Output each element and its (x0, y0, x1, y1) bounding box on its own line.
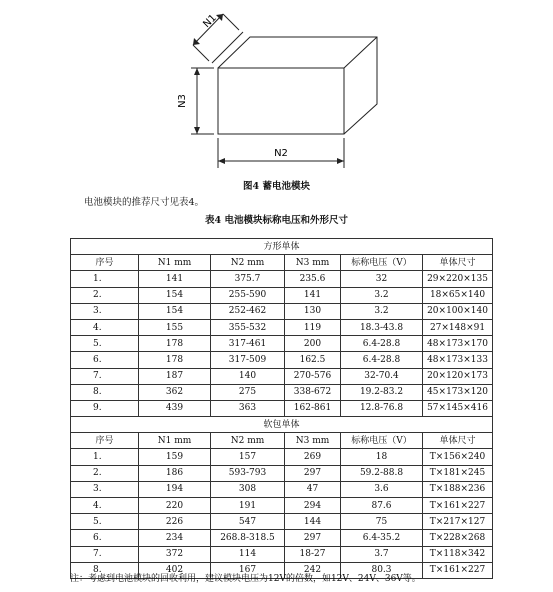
table-row (71, 287, 493, 303)
section-header-row (71, 239, 493, 255)
table-cell: 178 (139, 336, 211, 352)
table-cell: 317-509 (211, 352, 285, 368)
table-cell: 269 (285, 449, 341, 465)
table-cell: 372 (139, 546, 211, 562)
table-cell: 48×173×170 (423, 336, 493, 352)
footnote: 注：考虑到电池模块的回收利用，建议模块电压为12V的倍数，如12V、24V、36V等。 (70, 574, 421, 584)
column-header: N3 mm (285, 255, 341, 271)
table-cell: 308 (211, 481, 285, 497)
table-cell: 154 (139, 287, 211, 303)
column-header: 序号 (71, 255, 139, 271)
table-cell: 6.4-28.8 (341, 352, 423, 368)
table-cell: 187 (139, 368, 211, 384)
column-header-row (71, 255, 493, 271)
table-cell: 18×65×140 (423, 287, 493, 303)
table-cell: 47 (285, 481, 341, 497)
table-cell: T×161×227 (423, 562, 493, 578)
table-cell: 317-461 (211, 336, 285, 352)
table-cell: 20×100×140 (423, 303, 493, 319)
table-cell: 8. (71, 384, 139, 400)
table-cell: 75 (341, 514, 423, 530)
table-cell: T×188×236 (423, 481, 493, 497)
table-cell: 114 (211, 546, 285, 562)
table-cell: 3.6 (341, 481, 423, 497)
table-cell: 3. (71, 481, 139, 497)
table-row (71, 336, 493, 352)
table-cell: 375.7 (211, 271, 285, 287)
table-cell: 4. (71, 319, 139, 335)
table-cell: 80.3 (341, 562, 423, 578)
column-header: 序号 (71, 433, 139, 449)
table-cell: 363 (211, 400, 285, 416)
table-caption: 表4 电池模块标称电压和外形尺寸 (205, 215, 348, 226)
table-cell: 252-462 (211, 303, 285, 319)
table-cell: 57×145×416 (423, 400, 493, 416)
table-cell: 362 (139, 384, 211, 400)
n3-dimension-label: N3 (177, 94, 188, 108)
column-header: 单体尺寸 (423, 255, 493, 271)
intro-text: 电池模块的推荐尺寸见表4。 (84, 197, 205, 208)
table-row (71, 465, 493, 481)
table-cell: 355-532 (211, 319, 285, 335)
column-header: N1 mm (139, 433, 211, 449)
table-cell: 275 (211, 384, 285, 400)
table-cell: 191 (211, 498, 285, 514)
column-header: 标称电压（V） (341, 433, 423, 449)
table-cell: 270-576 (285, 368, 341, 384)
table-cell: 439 (139, 400, 211, 416)
table-cell: 194 (139, 481, 211, 497)
n1-dimension-label: N1 (201, 12, 219, 31)
table-row (71, 384, 493, 400)
table-cell: 141 (285, 287, 341, 303)
table-cell: 178 (139, 352, 211, 368)
column-header: N3 mm (285, 433, 341, 449)
table-cell: 87.6 (341, 498, 423, 514)
table-cell: 32 (341, 271, 423, 287)
table-cell: 234 (139, 530, 211, 546)
table-row (71, 352, 493, 368)
table-cell: 4. (71, 498, 139, 514)
table-cell: 242 (285, 562, 341, 578)
table-cell: T×118×342 (423, 546, 493, 562)
battery-module-diagram (0, 0, 553, 180)
table-cell: 7. (71, 368, 139, 384)
table-cell: 157 (211, 449, 285, 465)
table-row (71, 400, 493, 416)
spec-table (70, 238, 493, 579)
table-cell: 144 (285, 514, 341, 530)
column-header: N2 mm (211, 255, 285, 271)
table-row (71, 368, 493, 384)
column-header: N1 mm (139, 255, 211, 271)
table-cell: T×228×268 (423, 530, 493, 546)
table-cell: 167 (211, 562, 285, 578)
section-header-row (71, 417, 493, 433)
table-row (71, 271, 493, 287)
table-cell: 268.8-318.5 (211, 530, 285, 546)
table-cell: 3.7 (341, 546, 423, 562)
table-cell: 297 (285, 530, 341, 546)
table-cell: 2. (71, 287, 139, 303)
table-cell: 235.6 (285, 271, 341, 287)
table-cell: 29×220×135 (423, 271, 493, 287)
table-cell: 3.2 (341, 287, 423, 303)
table-cell: T×161×227 (423, 498, 493, 514)
table-cell: 8. (71, 562, 139, 578)
table-cell: 9. (71, 400, 139, 416)
table-cell: 12.8-76.8 (341, 400, 423, 416)
table-cell: 18-27 (285, 546, 341, 562)
table-cell: 18.3-43.8 (341, 319, 423, 335)
table-cell: 7. (71, 546, 139, 562)
table-row (71, 319, 493, 335)
column-header-row (71, 433, 493, 449)
table-cell: 6.4-28.8 (341, 336, 423, 352)
table-cell: 6. (71, 352, 139, 368)
table-cell: 154 (139, 303, 211, 319)
table-cell: 27×148×91 (423, 319, 493, 335)
table-cell: 140 (211, 368, 285, 384)
section-title: 方形单体 (71, 239, 493, 255)
table-cell: 59.2-88.8 (341, 465, 423, 481)
table-cell: T×217×127 (423, 514, 493, 530)
table-row (71, 530, 493, 546)
table-cell: 5. (71, 336, 139, 352)
table-cell: 200 (285, 336, 341, 352)
table-cell: 20×120×173 (423, 368, 493, 384)
table-cell: 255-590 (211, 287, 285, 303)
table-row (71, 449, 493, 465)
n2-dimension-label: N2 (274, 148, 288, 159)
table-cell: 186 (139, 465, 211, 481)
table-cell: 1. (71, 271, 139, 287)
table-cell: T×156×240 (423, 449, 493, 465)
table-cell: 18 (341, 449, 423, 465)
table-cell: 3.2 (341, 303, 423, 319)
table-cell: 6.4-35.2 (341, 530, 423, 546)
table-cell: 220 (139, 498, 211, 514)
table-row (71, 303, 493, 319)
table-cell: 5. (71, 514, 139, 530)
table-cell: 155 (139, 319, 211, 335)
table-cell: 338-672 (285, 384, 341, 400)
table-cell: 297 (285, 465, 341, 481)
table-cell: 48×173×133 (423, 352, 493, 368)
figure-caption: 图4 蓄电池模块 (243, 181, 310, 192)
table-cell: 6. (71, 530, 139, 546)
table-cell: 130 (285, 303, 341, 319)
table-cell: 119 (285, 319, 341, 335)
column-header: 单体尺寸 (423, 433, 493, 449)
column-header: N2 mm (211, 433, 285, 449)
table-cell: 32-70.4 (341, 368, 423, 384)
table-cell: T×181×245 (423, 465, 493, 481)
table-cell: 1. (71, 449, 139, 465)
table-row (71, 498, 493, 514)
table-cell: 3. (71, 303, 139, 319)
table-row (71, 481, 493, 497)
table-cell: 2. (71, 465, 139, 481)
table-row (71, 514, 493, 530)
table-cell: 294 (285, 498, 341, 514)
table-cell: 593-793 (211, 465, 285, 481)
table-cell: 159 (139, 449, 211, 465)
table-cell: 45×173×120 (423, 384, 493, 400)
column-header: 标称电压（V） (341, 255, 423, 271)
section-title: 软包单体 (71, 417, 493, 433)
table-cell: 402 (139, 562, 211, 578)
table-cell: 162-861 (285, 400, 341, 416)
table-cell: 547 (211, 514, 285, 530)
table-cell: 226 (139, 514, 211, 530)
table-cell: 141 (139, 271, 211, 287)
table-row (71, 546, 493, 562)
table-cell: 19.2-83.2 (341, 384, 423, 400)
table-cell: 162.5 (285, 352, 341, 368)
